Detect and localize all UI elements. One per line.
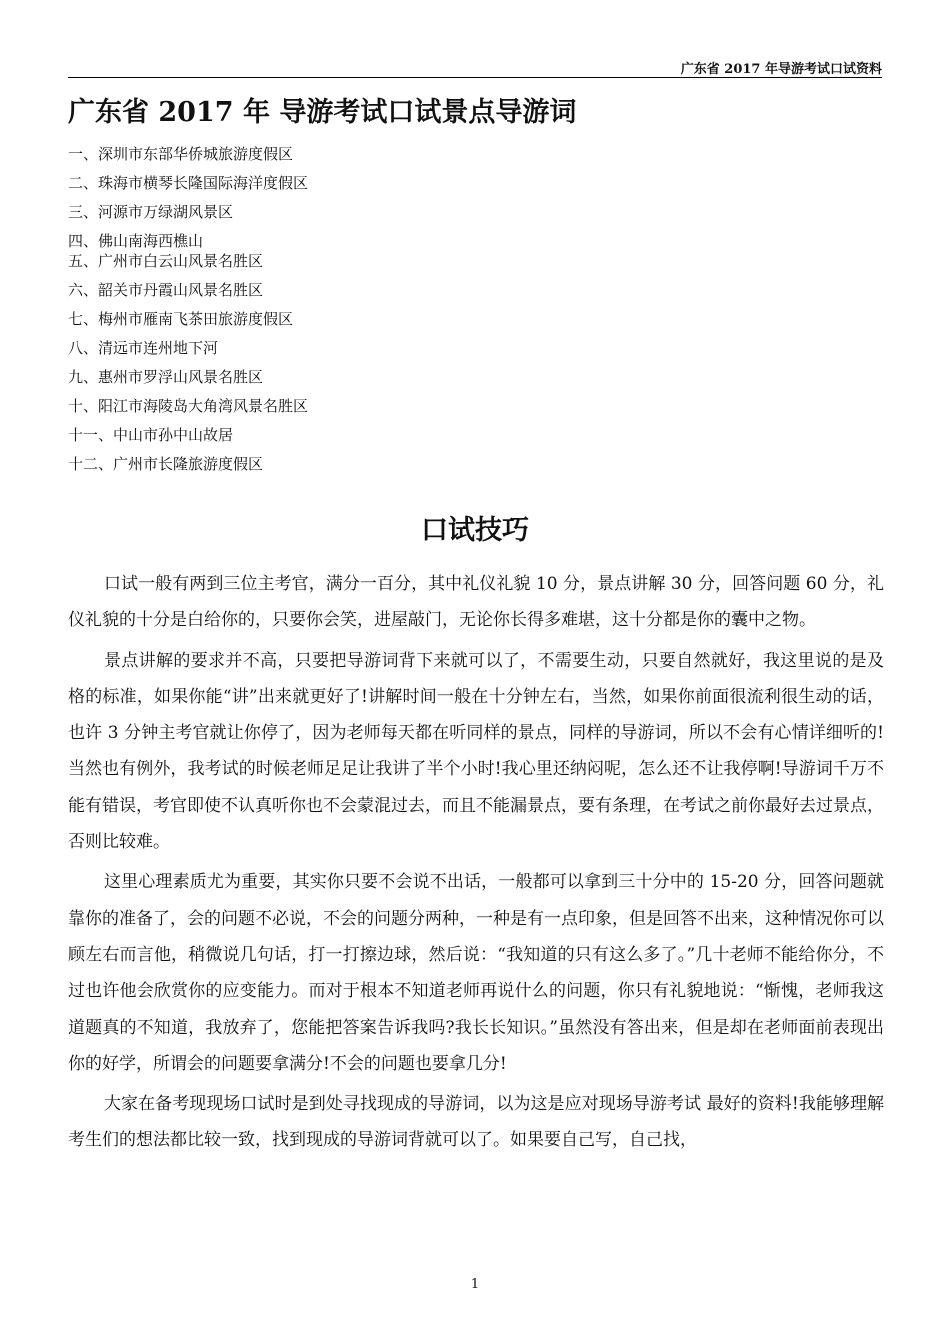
running-header: 广东省 2017 年导游考试口试资料 [680, 62, 882, 77]
attraction-list [68, 144, 308, 483]
list-item: 二、珠海市横琴长隆国际海洋度假区 [68, 174, 309, 192]
list-item: 八、清远市连州地下河 [68, 339, 219, 357]
list-item: 一、深圳市东部华侨城旅游度假区 [68, 145, 294, 163]
paragraph-qa: 这里心理素质尤为重要，其实你只要不会说不出话，一般都可以拿到三十分中的 15-20 分，回答问题就靠你的准备了，会的问题不必说，不会的问题分两种，一种是有一点印象，但是回答不出来，这种情况你可以顾左右而言他，稍微说几句话，打一打擦边球，然后说：“我知道的只有这么多了。”几十老师不能给你分，不过也许他会欣赏你的应变能力。而对于根本不知道老师再说什么的问题，你只有礼貌地说：“惭愧，老师我这道题真的不知道，我放弃了，您能把答案告诉我吗?我长长知识。”虽然没有答出来，但是却在老师面前表现出你的好学，所谓会的问题要拿满分!不会的问题也要拿几分! [68, 872, 884, 1074]
list-item: 九、惠州市罗浮山风景名胜区 [68, 368, 264, 386]
section-body [68, 566, 884, 1163]
list-item: 三、河源市万绿湖风景区 [68, 203, 234, 221]
page-number: 1 [470, 1277, 480, 1292]
header-rule [68, 77, 882, 78]
list-item: 七、梅州市雁南飞茶田旅游度假区 [68, 310, 294, 328]
paragraph-preparation: 大家在备考现现场口试时是到处寻找现成的导游词，以为这是应对现场导游考试 最好的资料!我能够理解考生们的想法都比较一致，找到现成的导游词背就可以了。如果要自己写，自己找， [68, 1094, 884, 1151]
paragraph-narration: 景点讲解的要求并不高，只要把导游词背下来就可以了，不需要生动，只要自然就好，我这里说的是及格的标准，如果你能“讲”出来就更好了!讲解时间一般在十分钟左右，当然，如果你前面很流利很生动的话，也许 3 分钟主考官就让你停了，因为老师每天都在听同样的景点，同样的导游词，所以不会有心情详细听的!当然也有例外，我考试的时候老师足足让我讲了半个小时!我心里还纳闷呢，怎么还不让我停啊!导游词千万不能有错误，考官即使不认真听你也不会蒙混过去，而且不能漏景点，要有条理，在考试之前你最好去过景点，否则比较难。 [68, 650, 884, 853]
list-item: 六、韶关市丹霞山风景名胜区 [68, 281, 264, 299]
list-item: 十一、中山市孙中山故居 [68, 426, 234, 444]
section-title: 口试技巧 [421, 515, 529, 546]
document-title: 广东省 2017 年 导游考试口试景点导游词 [68, 97, 577, 128]
list-item: 四、佛山南海西樵山 [68, 232, 204, 250]
list-item: 十、阳江市海陵岛大角湾风景名胜区 [68, 397, 309, 415]
list-item: 十二、广州市长隆旅游度假区 [68, 455, 264, 473]
paragraph-scoring: 口试一般有两到三位主考官，满分一百分，其中礼仪礼貌 10 分，景点讲解 30 分，回答问题 60 分，礼仪礼貌的十分是白给你的，只要你会笑，进屋敲门，无论你长得多难堪，这十分都是你的囊中之物。 [68, 574, 884, 631]
list-item: 五、广州市白云山风景名胜区 [68, 252, 264, 270]
